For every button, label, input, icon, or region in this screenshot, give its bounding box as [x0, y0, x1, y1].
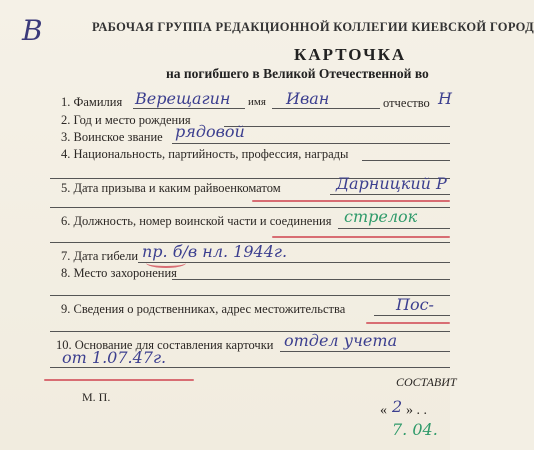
field-name-label: имя: [248, 96, 266, 108]
field-draft-line: [330, 194, 450, 195]
field-position-value: стрелок: [344, 207, 418, 226]
footer-date-open: «: [380, 403, 387, 418]
field-patronymic-label: отчество: [383, 96, 430, 110]
field-surname-value: Верещагин: [135, 89, 231, 108]
corner-mark: В: [22, 14, 43, 47]
field-birth-label: 2. Год и место рождения: [61, 113, 191, 127]
footer-date-value: 2: [392, 397, 403, 416]
field-basis-line: [280, 351, 450, 352]
field-surname-line: [133, 108, 245, 109]
field-relatives-label: 9. Сведения о родственниках, адрес местожительства: [61, 302, 346, 316]
footer-date-close: » . .: [406, 403, 427, 418]
field-rank-label: 3. Воинское звание: [61, 130, 163, 144]
field-burial-label: 8. Место захоронения: [61, 266, 177, 280]
field-death-date-value: пр. б/в нл. 1944г.: [142, 242, 288, 261]
field-position-line: [338, 228, 450, 229]
footer-date-line2: 7. 04.: [392, 420, 438, 439]
red-underline-position: [272, 236, 450, 238]
field-draft-label: 5. Дата призыва и каким райвоенкоматом: [61, 181, 281, 195]
field-name-value: Иван: [286, 89, 330, 108]
field-name-line: [272, 108, 380, 109]
field-basis-value: отдел учета: [284, 331, 398, 350]
field-relatives-line: [374, 315, 450, 316]
red-underline-draft: [252, 200, 450, 202]
header-organization: РАБОЧАЯ ГРУППА РЕДАКЦИОННОЙ КОЛЛЕГИИ КИЕВСКОЙ ГОРОД: [92, 20, 534, 34]
field-basis-line-2: [50, 367, 450, 368]
field-basis-value-2: от 1.07.47г.: [62, 348, 167, 367]
field-rank-value: рядовой: [175, 122, 245, 141]
field-surname-label: 1. Фамилия: [61, 95, 123, 109]
card-title: КАРТОЧКА: [294, 45, 407, 64]
card-subtitle: на погибшего в Великой Отечественной во: [166, 66, 429, 81]
field-relatives-value: Пос-: [396, 295, 434, 314]
compiled-by-label: СОСТАВИТ: [396, 375, 457, 389]
field-basis-label: 10. Основание для составления карточки: [56, 338, 274, 352]
red-underline-basis: [44, 379, 194, 381]
field-nationality-label: 4. Национальность, партийность, профессия, награды: [61, 147, 349, 161]
field-burial-line: [172, 279, 450, 280]
field-patronymic-value: Н: [438, 89, 452, 108]
field-death-date-label: 7. Дата гибели: [61, 249, 139, 263]
field-draft-value: Дарницкий Р: [336, 174, 447, 193]
field-burial-line-2: [50, 295, 450, 296]
red-underline-relatives: [366, 322, 450, 324]
field-position-label: 6. Должность, номер воинской части и соединения: [61, 214, 332, 228]
stamp-place-label: М. П.: [82, 390, 111, 404]
field-birth-line: [224, 126, 450, 127]
field-nationality-line: [362, 160, 450, 161]
field-rank-line: [172, 143, 450, 144]
